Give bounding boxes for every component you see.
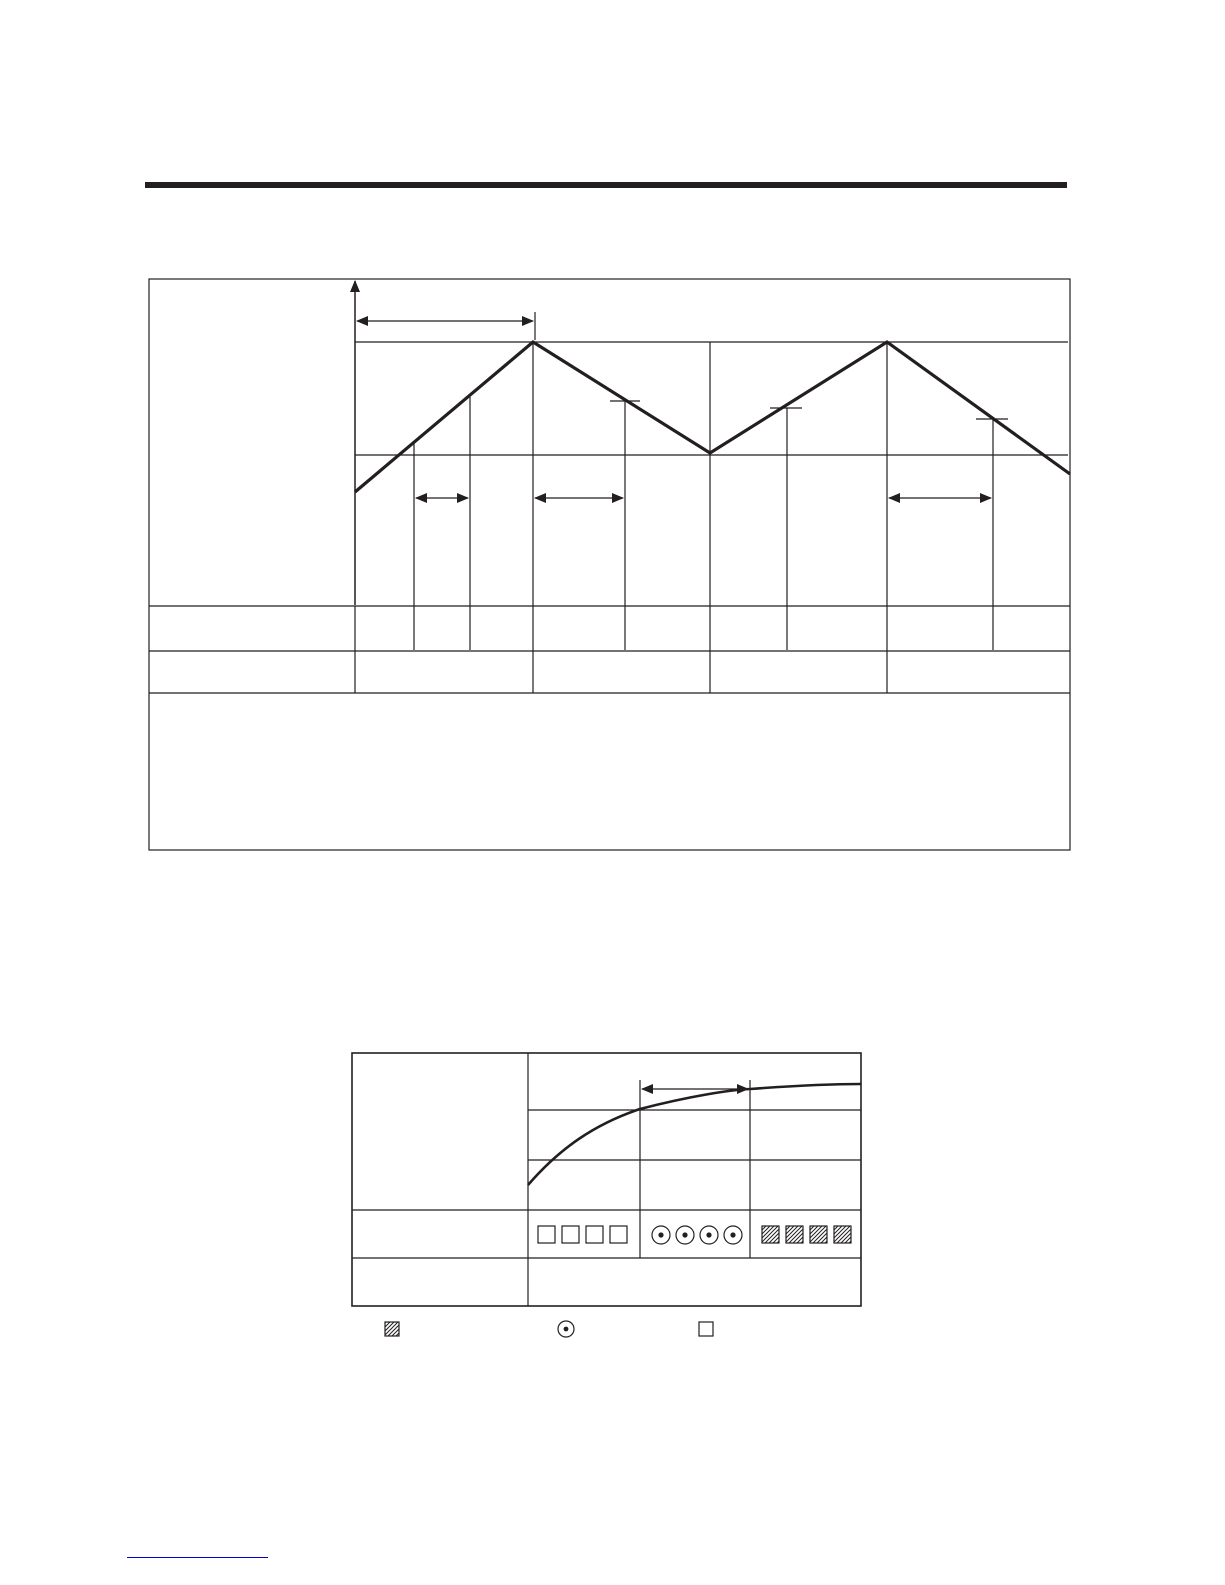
empty-square-icon xyxy=(610,1226,627,1243)
column-hatched-squares xyxy=(762,1226,851,1243)
triangle-waveform xyxy=(355,342,1070,492)
hatched-square-icon xyxy=(786,1226,803,1243)
empty-square-icon xyxy=(538,1226,555,1243)
bottom-diagram xyxy=(352,1053,861,1306)
dot-circle-icon xyxy=(724,1226,742,1244)
dot-circle-icon xyxy=(700,1226,718,1244)
hatched-square-icon xyxy=(810,1226,827,1243)
saturation-curve xyxy=(528,1084,861,1185)
hatched-square-icon xyxy=(385,1322,399,1336)
top-diagram xyxy=(149,279,1070,850)
column-empty-squares xyxy=(538,1226,627,1243)
footer-link-underline[interactable] xyxy=(127,1557,268,1558)
empty-square-icon xyxy=(562,1226,579,1243)
column-dot-circles xyxy=(652,1226,742,1244)
hatched-square-icon xyxy=(834,1226,851,1243)
dot-circle-icon xyxy=(652,1226,670,1244)
dot-circle-icon xyxy=(558,1321,574,1337)
dot-circle-icon xyxy=(676,1226,694,1244)
legend xyxy=(385,1321,713,1337)
hatched-square-icon xyxy=(762,1226,779,1243)
empty-square-icon xyxy=(586,1226,603,1243)
top-diagram-frame xyxy=(149,279,1070,850)
empty-square-icon xyxy=(699,1322,713,1336)
bottom-diagram-frame xyxy=(352,1053,861,1306)
